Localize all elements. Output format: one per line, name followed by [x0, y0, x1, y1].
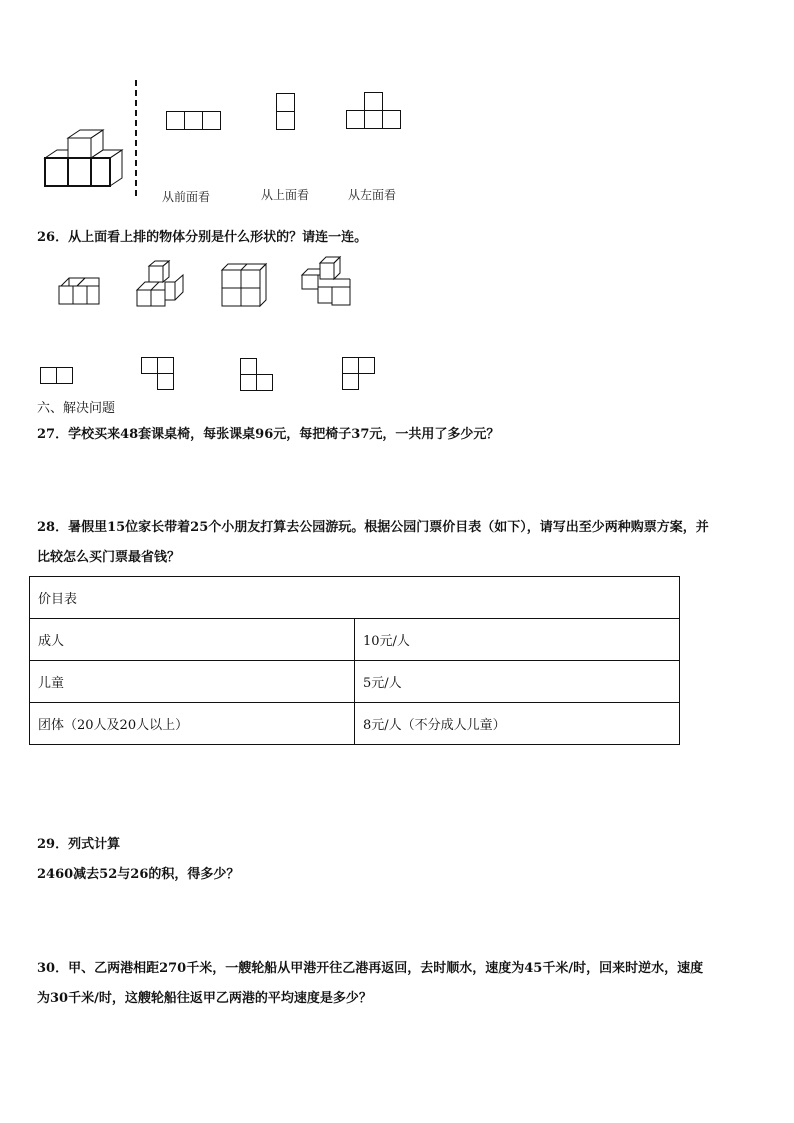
- object-4-cubes: [300, 255, 356, 309]
- object-2-cubes: [135, 260, 190, 310]
- row-label: 儿童: [30, 661, 355, 703]
- question-28-line-1: 28．暑假里15位家长带着25个小朋友打算去公园游玩。根据公园门票价目表（如下），请写出至少两种购票方案，并: [37, 520, 709, 535]
- object-1-cubes: [55, 272, 105, 308]
- top-shape-d: [342, 357, 378, 393]
- dashed-divider: [134, 80, 138, 200]
- question-27: 27．学校买来48套课桌椅，每张课桌96元，每把椅子37元，一共用了多少元？: [37, 427, 500, 442]
- front-view-caption: 从前面看: [162, 190, 211, 204]
- left-view-caption: 从左面看: [348, 188, 397, 202]
- table-row: [30, 619, 680, 661]
- question-26: 26．从上面看上排的物体分别是什么形状的？请连一连。: [37, 230, 368, 245]
- question-28-line-2: 比较怎么买门票最省钱？: [37, 550, 181, 565]
- question-30-line-1: 30．甲、乙两港相距270千米，一艘轮船从甲港开往乙港再返回，去时顺水，速度为45千米/时，回来时逆水，速度: [37, 961, 704, 976]
- row-price: 10元/人: [355, 619, 680, 661]
- left-view-shape: [346, 92, 404, 132]
- row-price: 8元/人（不分成人儿童）: [355, 703, 680, 745]
- row-price: 5元/人: [355, 661, 680, 703]
- top-shape-c: [240, 358, 276, 394]
- question-30-line-2: 为30千米/时，这艘轮船往返甲乙两港的平均速度是多少？: [37, 991, 372, 1006]
- price-table: [29, 576, 680, 745]
- front-view-shape: [166, 111, 222, 131]
- top-view-caption: 从上面看: [261, 188, 310, 202]
- table-row: [30, 577, 680, 619]
- row-label: 成人: [30, 619, 355, 661]
- table-row: [30, 703, 680, 745]
- row-label: 团体（20人及20人以上）: [30, 703, 355, 745]
- section-6-title: 六、解决问题: [37, 401, 116, 416]
- cube-stack-figure: [40, 125, 130, 195]
- question-29-text: 2460减去52与26的积，得多少？: [37, 867, 240, 882]
- table-row: [30, 661, 680, 703]
- object-3-cubes: [220, 262, 270, 308]
- question-29-title: 29．列式计算: [37, 837, 121, 852]
- top-view-shape: [276, 93, 296, 131]
- top-shape-b: [141, 357, 177, 393]
- top-shape-a: [40, 367, 76, 385]
- table-header: 价目表: [30, 577, 680, 619]
